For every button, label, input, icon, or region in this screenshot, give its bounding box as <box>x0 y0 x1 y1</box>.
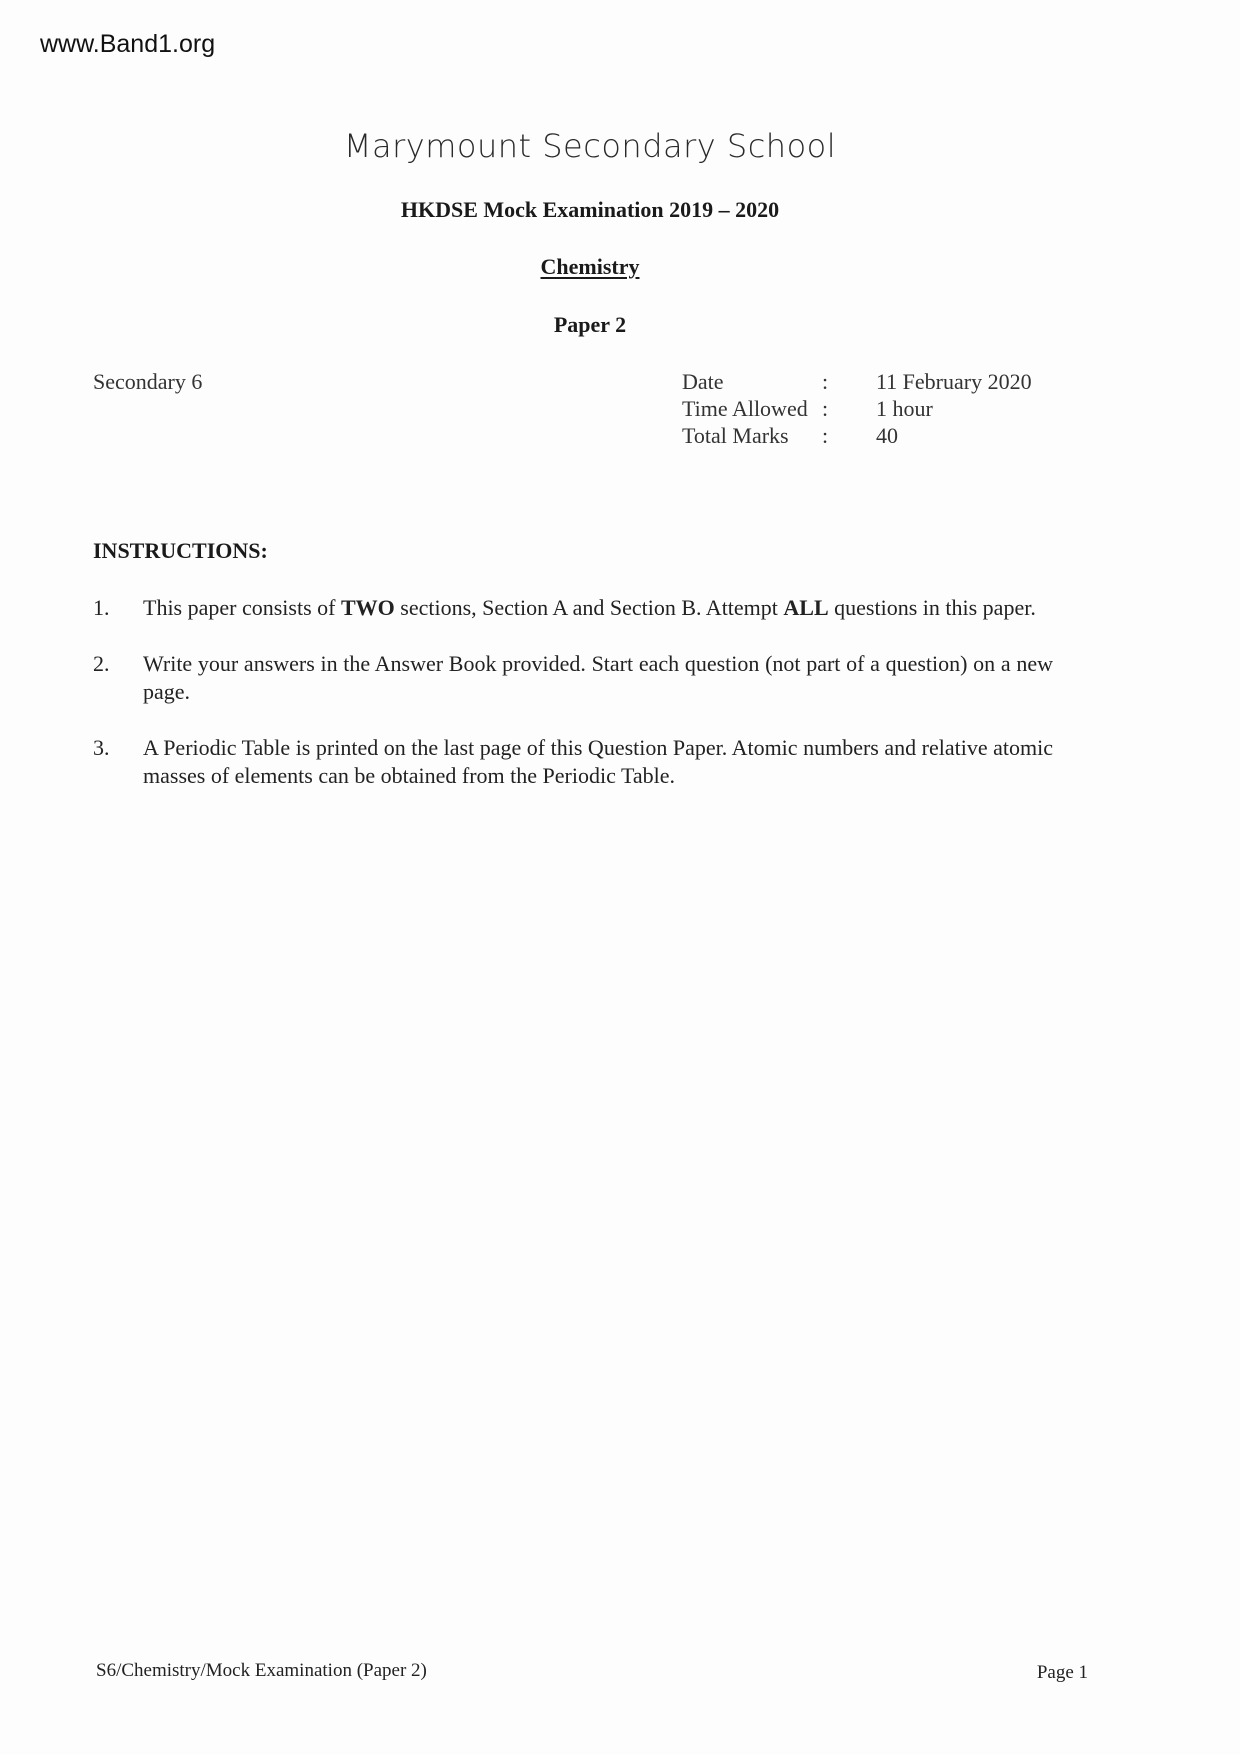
info-label: Total Marks <box>682 423 789 448</box>
info-label: Date <box>682 369 724 394</box>
instruction-emphasis: TWO <box>340 595 395 620</box>
instruction-item-3 <box>93 734 1053 790</box>
instruction-number: 3. <box>93 735 110 760</box>
footer-page-number: Page 1 <box>1036 1662 1088 1683</box>
subject-title <box>0 254 1180 280</box>
info-value: 11 February 2020 <box>876 369 1032 394</box>
instruction-emphasis: ALL <box>783 595 829 620</box>
info-separator: : <box>822 396 829 421</box>
subject-label: Chemistry <box>540 254 640 279</box>
instruction-number: 1. <box>93 595 110 620</box>
instruction-item-1 <box>93 594 1053 622</box>
instruction-item-2 <box>93 650 1053 706</box>
site-watermark: www.Band1.org <box>40 30 216 58</box>
instructions-list <box>93 594 1053 818</box>
instruction-text-part: questions in this paper. <box>828 595 1036 620</box>
paper-number: Paper 2 <box>553 312 627 337</box>
exam-info-block <box>682 369 1032 450</box>
footer-document-ref: S6/Chemistry/Mock Examination (Paper 2) <box>96 1660 427 1681</box>
info-separator: : <box>822 369 829 394</box>
info-value: 1 hour <box>876 396 933 421</box>
instruction-text: A Periodic Table is printed on the last page of this Question Paper. Atomic numbers and relative atomic masses of elements can be obtained from the Periodic Table. <box>143 735 1053 788</box>
info-value: 40 <box>876 423 898 448</box>
exam-title: HKDSE Mock Examination 2019 – 2020 <box>400 197 780 222</box>
info-separator: : <box>822 423 829 448</box>
instruction-text <box>143 595 1036 620</box>
instruction-number: 2. <box>93 651 110 676</box>
info-row-date <box>682 369 1032 396</box>
info-row-total-marks <box>682 423 1032 450</box>
school-name: Marymount Secondary School <box>343 127 837 165</box>
instruction-text-part: sections, Section A and Section B. Attempt <box>394 595 784 620</box>
info-label: Time Allowed <box>682 396 808 421</box>
instruction-text: Write your answers in the Answer Book provided. Start each question (not part of a question) on a new page. <box>143 651 1053 704</box>
instructions-heading: INSTRUCTIONS: <box>93 538 268 563</box>
form-level: Secondary 6 <box>93 369 203 394</box>
instruction-text-part: This paper consists of <box>143 595 341 620</box>
info-row-time-allowed <box>682 396 1032 423</box>
